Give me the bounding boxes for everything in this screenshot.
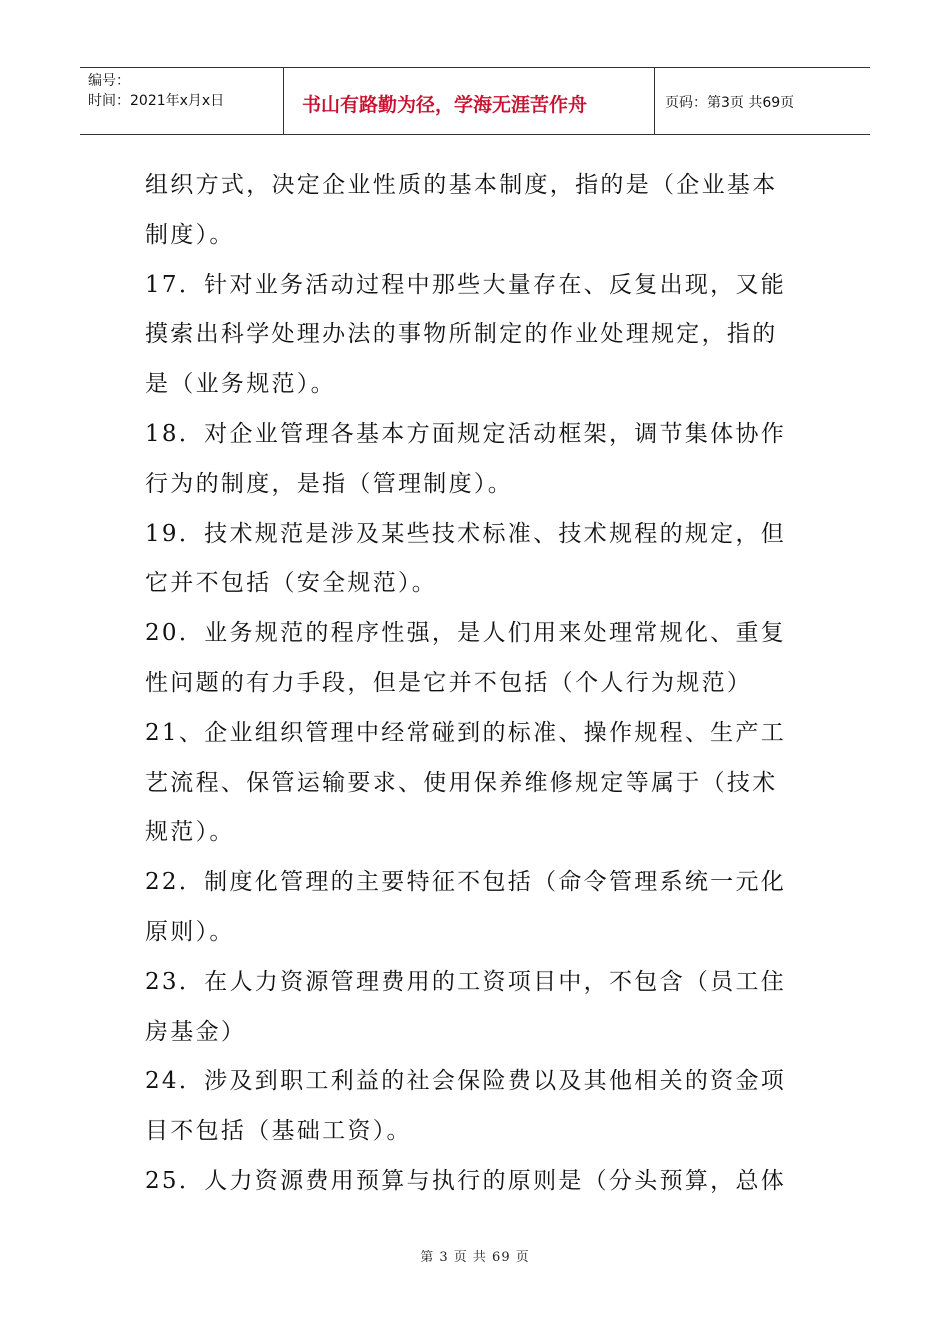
- document-time-label: 时间：2021年x月x日: [88, 93, 225, 109]
- body-line: 是（业务规范）。: [145, 371, 336, 398]
- page-header: [80, 67, 870, 135]
- body-line: 22．制度化管理的主要特征不包括（命令管理系统一元化: [145, 869, 787, 896]
- body-line: 艺流程、保管运输要求、使用保养维修规定等属于（技术: [145, 769, 778, 796]
- body-line: 原则）。: [145, 918, 235, 945]
- body-line: 18．对企业管理各基本方面规定活动框架，调节集体协作: [145, 420, 787, 447]
- body-line: 行为的制度，是指（管理制度）。: [145, 470, 513, 497]
- page-footer: 第 3 页 共 69 页: [420, 1250, 530, 1265]
- header-motto: 书山有路勤为径，学海无涯苦作舟: [283, 68, 655, 134]
- body-line: 摸索出科学处理办法的事物所制定的作业处理规定，指的: [145, 321, 778, 348]
- body-line: 21、企业组织管理中经常碰到的标准、操作规程、生产工: [145, 719, 787, 746]
- body-line: 20．业务规范的程序性强，是人们用来处理常规化、重复: [145, 620, 787, 647]
- body-line: 25．人力资源费用预算与执行的原则是（分头预算，总体: [145, 1167, 787, 1194]
- body-line: 目不包括（基础工资）。: [145, 1118, 412, 1145]
- header-page-info: 页码：第3页 共69页: [665, 95, 795, 111]
- body-line: 房基金）: [145, 1018, 247, 1045]
- document-body: [145, 161, 817, 1207]
- body-line: 23．在人力资源管理费用的工资项目中，不包含（员工住: [145, 968, 787, 995]
- body-line: 24．涉及到职工利益的社会保险费以及其他相关的资金项: [145, 1068, 787, 1095]
- header-meta: [80, 68, 283, 134]
- body-line: 组织方式，决定企业性质的基本制度，指的是（企业基本: [145, 172, 778, 198]
- body-line: 17．针对业务活动过程中那些大量存在、反复出现，又能: [145, 271, 787, 298]
- body-line: 规范）。: [145, 819, 235, 846]
- document-number-label: 编号：: [88, 73, 130, 89]
- body-line: 它并不包括（安全规范）。: [145, 570, 438, 597]
- body-line: 19．技术规范是涉及某些技术标准、技术规程的规定，但: [145, 520, 787, 547]
- body-line: 制度）。: [145, 221, 235, 248]
- body-line: 性问题的有力手段，但是它并不包括（个人行为规范）: [145, 669, 753, 696]
